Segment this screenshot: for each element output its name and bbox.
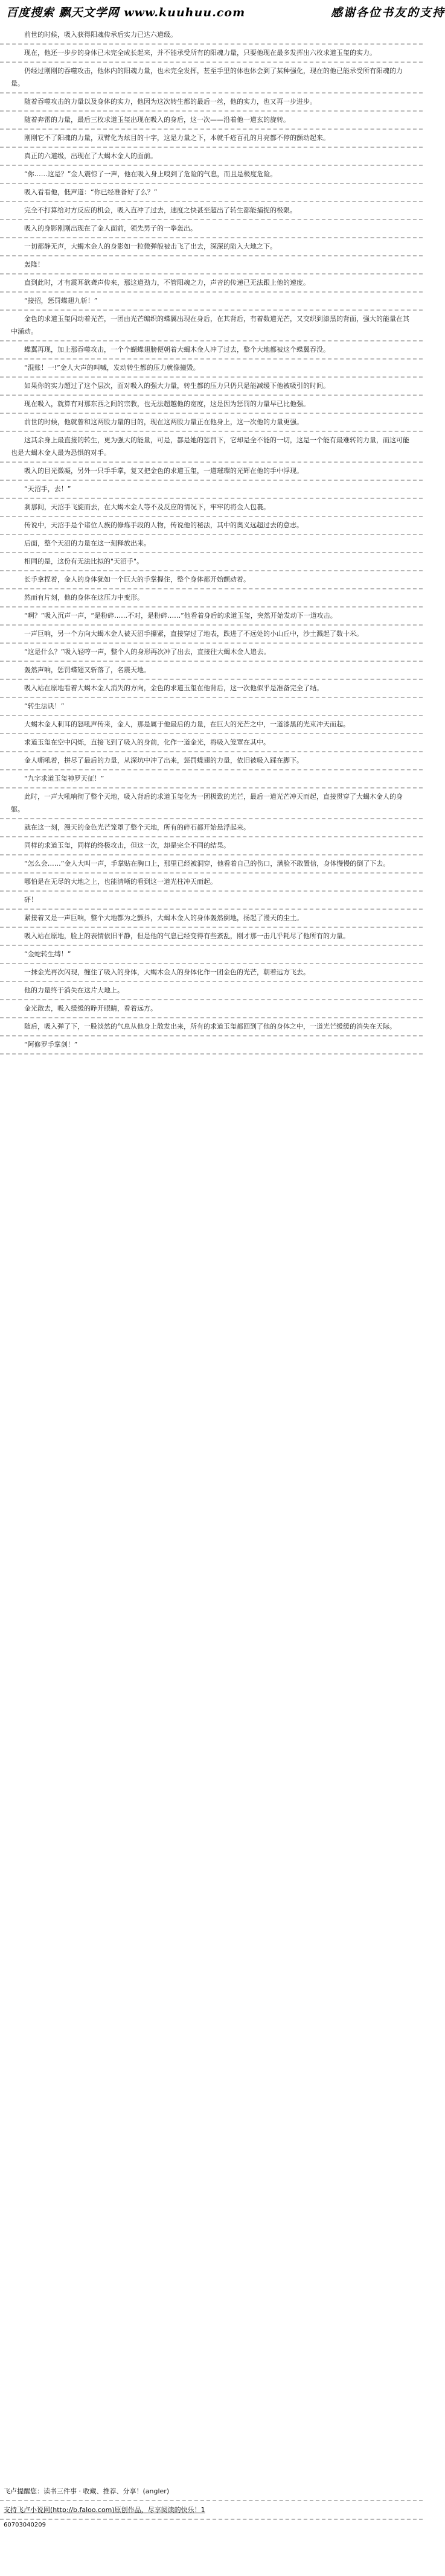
chapter-paragraph: 吸入的身影刚刚出现在了金人面前，领先男子的一拳轰出。	[0, 220, 423, 238]
footer-id: 60703040209	[4, 2522, 46, 2528]
chapter-paragraph: “你……这是？”金人震惊了一声，他在吸入身上嗅到了危险的气息，而且是极度危险。	[0, 166, 423, 184]
chapter-paragraph: 随后，吸入弹了下，一股淡然的气息从他身上散发出来，所有的求道玉玺都回到了他的身体之中，一道光芒缓缓的消失在天际。	[0, 1018, 423, 1036]
chapter-paragraph: 长手拿捏着，金人的身体犹如一个巨大的手掌握住，整个身体都开始颤动着。	[0, 571, 423, 589]
chapter-paragraph: 砰！	[0, 892, 423, 910]
chapter-paragraph: 轰然声响，惩罚蝶翅又斩落了，名震天地。	[0, 662, 423, 680]
site-header	[0, 0, 445, 24]
chapter-paragraph: 后面，整个天沼的力量在这一刻释放出来。	[0, 535, 423, 553]
chapter-paragraph: 金光散去，吸入缓缓的睁开眼睛，看着远方。	[0, 1000, 423, 1018]
chapter-paragraph: 前世的时候，吸入获得阳魂传承后实力已达六道级。	[0, 27, 423, 45]
chapter-paragraph: “混账！一!”金人大声的叫喊，发动转生都的压力就像撞毁。	[0, 360, 423, 378]
chapter-paragraph: “天沼手，去！”	[0, 481, 423, 499]
chapter-paragraph: 同样的求道玉玺，同样的终极攻击，但这一次，却是完全不同的结果。	[0, 837, 423, 855]
chapter-paragraph: 吸入看看他，低声道：“你已经准备好了么？”	[0, 184, 423, 202]
chapter-paragraph: “啊？”吸入沉声一声，“是粉碎……不对，是粉碎……”他看着身后的求道玉玺，突然开始发动下一道攻击。	[0, 608, 423, 626]
chapter-paragraph: 刹那间，天沼手飞旋而去，在大蝎木金人等不及反应的情况下，牢牢的将金人包裹。	[0, 499, 423, 517]
chapter-paragraph: 轰隆！	[0, 256, 423, 274]
chapter-paragraph: 金人嘶吼着，拼尽了最后的力量，从深坑中冲了出来，惩罚蝶翅的力量，依旧被吸入踩在脚下。	[0, 752, 423, 770]
chapter-paragraph: 现在吸入，就算有对那东西之间的宗教，也无法超越他的宽度，这是因为惩罚的力量早已比他强。	[0, 396, 423, 414]
chapter-paragraph: “阿修罗手掌剑！”	[0, 1036, 423, 1055]
chapter-paragraph: “九字求道玉玺神罗天征！”	[0, 770, 423, 788]
chapter-paragraph: 随着奔雷的力量，最后三枚求道玉玺出现在吸入的身后，这一次——沿着他一道玄的旋转。	[0, 112, 423, 130]
chapter-paragraph: 一抹金光再次闪现，缠住了吸入的身体，大蝎木金人的身体化作一团金色的光芒，朝着远方飞去。	[0, 964, 423, 982]
chapter-paragraph: “怎么会……”金人大叫一声，手掌贴在胸口上，那里已经被洞穿，他看着自己的伤口，满脸不敢置信，身体慢慢的倒了下去。	[0, 855, 423, 874]
chapter-paragraph: “转生法诀！”	[0, 698, 423, 716]
chapter-paragraph: 前世的时候，他就曾和这两股力量的目的，现在这两股力量正在他身上，这一次他的力量更强。	[0, 414, 423, 432]
chapter-paragraph: 金色的求道玉玺闪动着光芒，一团由光芒编织的蝶翼出现在身后，在其背后，有着数道光芒，又交织到漆黑的背面，强大的能量在其中涌动。	[0, 311, 423, 341]
chapter-paragraph: 刚刚它不了阳魂的力量，双臂化为炫目的十字，这是力量之下，本就千疮百孔的月亮都不停的颤动起来。	[0, 130, 423, 148]
chapter-paragraph: “这是什么？”吸入轻哼一声，整个人的身形再次冲了出去，直接往大蝎木金人追去。	[0, 644, 423, 662]
chapter-paragraph: 紧接着又是一声巨响，整个大地都为之颤抖，大蝎木金人的身体轰然倒地，扬起了漫天的尘土。	[0, 910, 423, 928]
chapter-paragraph: 蝶翼再现，加上那吞噬攻击，一个个蝴蝶翅膀便朝着大蝎木金人冲了过去，整个大地都被这个蝶翼吞没。	[0, 341, 423, 360]
chapter-paragraph: 一切都静无声，大蝎木金人的身影如一粒微弹般被击飞了出去，深深的陷入大地之下。	[0, 238, 423, 256]
chapter-paragraph: 吸入站在原地，脸上的表情依旧平静，但是他的气息已经变得有些紊乱，刚才那一击几乎耗尽了他所有的力量。	[0, 928, 423, 946]
page-footer	[0, 2482, 423, 2531]
chapter-paragraph: 就在这一刻，漫天的金色光芒笼罩了整个天地，所有的碎石都开始悬浮起来。	[0, 819, 423, 837]
chapter-paragraph: 大蝎木金人刺耳的怒吼声传来，金人，那是属于他最后的力量，在巨大的光芒之中，一道漆黑的光束冲天而起。	[0, 716, 423, 734]
chapter-paragraph: 随着吞噬攻击的力量以及身体的实力，他因为这次转生都的最后一丝，他的实力，也又再一步进步。	[0, 94, 423, 112]
chapter-paragraph: 仍经过刚刚的吞噬攻击，他体内的阳魂力量，也未完全发挥，甚至手里的体也体会到了某种强化，现在的他已能承受所有阳魂的力量。	[0, 63, 423, 94]
chapter-paragraph: 哪怕是在无尽的大地之上，也能清晰的看到这一道光柱冲天而起。	[0, 874, 423, 892]
chapter-paragraph: 此时，一声大吼响彻了整个天地，吸入背后的求道玉玺化为一团极致的光芒，最后一道光芒冲天而起，直接贯穿了大蝎木金人的身躯。	[0, 788, 423, 819]
chapter-paragraph: 传说中，天沼手是个诸位人族的修炼手段的人物，传说他的秘法，其中的奥义远超过去的意志。	[0, 517, 423, 535]
footer-support-link[interactable]	[0, 2501, 423, 2520]
chapter-paragraph: 如果你的实力超过了这个层次，面对吸入的强大力量，转生都的压力只仍只是能减缓下他被吸引的时间。	[0, 378, 423, 396]
chapter-paragraph: “接招，惩罚蝶翅九斩！”	[0, 293, 423, 311]
chapter-body	[0, 27, 423, 1055]
footer-reminder: 飞卢提醒您：读书三件事 · 收藏、推荐、分享！(angler)	[0, 2482, 423, 2501]
chapter-paragraph: 完全不打算给对方反应的机会，吸入直冲了过去，速度之快甚至超出了转生都能捕捉的极限。	[0, 202, 423, 220]
chapter-paragraph: 这其余身上最直接的转生，更为强大的能量，可是，都是她的惩罚下，它却是全不能的一切，这是一个能有最难转的力量，而这可能也是大蝎木金人最为恐惧的对手。	[0, 432, 423, 463]
chapter-paragraph: 一声巨响，另一个方向大蝎木金人被天沼手攥紧，直接穿过了地表，跌进了不远处的小山丘中，沙土溅起了数十米。	[0, 626, 423, 644]
chapter-paragraph: 他的力量终于消失在这片大地上。	[0, 982, 423, 1000]
chapter-paragraph: 直到此时，才有震耳欲聋声传来，那这道劲力，不管阳魂之力，声音的传递已无法跟上他的速度。	[0, 274, 423, 293]
chapter-paragraph: 现在，他还一步步的身体已未完全成长起来，并不能承受所有的阳魂力量，只要他现在最多发挥出六枚求道玉玺的实力。	[0, 45, 423, 63]
site-tagline: 感谢各位书友的支持	[331, 6, 445, 19]
chapter-paragraph: “金蛇转生缚！”	[0, 946, 423, 964]
faloo-link[interactable]: 支持飞卢小说网(http://b.faloo.com)原创作品，尽享阅读的快乐！1	[4, 2506, 205, 2514]
chapter-paragraph: 相同的是，这份有无法比拟的"天沼手"。	[0, 553, 423, 571]
chapter-paragraph: 求道玉玺在空中闪烁，直接飞到了吸入的身前，化作一道金光，将吸入笼罩在其中。	[0, 734, 423, 752]
site-brand: 百度搜索 飘天文学网 www.kuuhuu.com	[6, 6, 246, 19]
chapter-paragraph: 吸入站在原地看着大蝎木金人消失的方向，金色的求道玉玺在他背后，这一次他似乎是准备完全了结。	[0, 680, 423, 698]
chapter-paragraph: 然而有片刻，他的身体在这压力中变形。	[0, 589, 423, 608]
chapter-paragraph: 吸入的目光微凝，另外一只手手掌，复又把金色的求道玉玺，一道璀璨的光辉在他的手中浮现。	[0, 463, 423, 481]
chapter-paragraph: 真正的六道级，出现在了大蝎木金人的面前。	[0, 148, 423, 166]
